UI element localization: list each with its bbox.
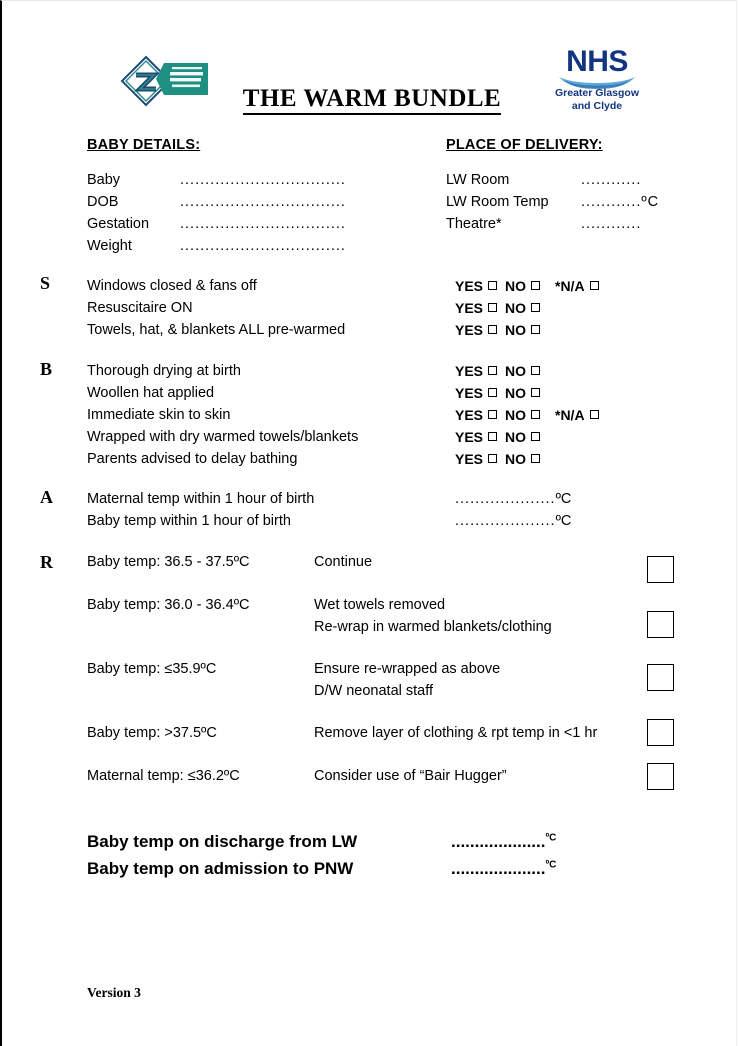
baby-temp-dots: ....................: [455, 513, 556, 529]
nhs-trust-line-2: and Clyde: [571, 99, 623, 112]
baby-temp-unit: ºC: [555, 513, 572, 529]
checklist-row: [87, 275, 647, 297]
nhs-wave-graphic: [545, 75, 649, 87]
no-option[interactable]: [505, 275, 540, 297]
response-condition: Baby temp: >37.5ºC: [87, 725, 217, 741]
no-label: NO: [505, 363, 526, 379]
na-option[interactable]: [555, 404, 599, 426]
yes-option[interactable]: [455, 360, 497, 382]
response-condition: Maternal temp: ≤36.2ºC: [87, 768, 240, 784]
lw-room-temp-field[interactable]: [581, 191, 659, 213]
theatre-field[interactable]: [581, 213, 659, 235]
checklist-row-label: Towels, hat, & blankets ALL pre-warmed: [87, 322, 346, 338]
checklist-row-label: Resuscitaire ON: [87, 300, 193, 316]
section-b-rows: [87, 360, 647, 470]
discharge-label: Baby temp on discharge from LW: [87, 832, 358, 851]
response-action-line2: Re-wrap in warmed blankets/clothing: [314, 619, 552, 635]
yes-option[interactable]: [455, 275, 497, 297]
no-checkbox[interactable]: [531, 281, 540, 290]
yes-checkbox[interactable]: [488, 303, 497, 312]
no-label: NO: [505, 385, 526, 401]
na-checkbox[interactable]: [590, 410, 599, 419]
temp-row: [87, 488, 647, 510]
place-label: LW Room Temp: [446, 194, 549, 210]
baby-temp-field[interactable]: [455, 510, 571, 532]
checklist-row-label: Windows closed & fans off: [87, 278, 257, 294]
response-action-line2: D/W neonatal staff: [314, 683, 434, 699]
admission-temp-unit: ºC: [545, 859, 557, 871]
checklist-row: [87, 426, 647, 448]
yes-checkbox[interactable]: [488, 366, 497, 375]
na-label: *N/A: [555, 407, 585, 423]
no-checkbox[interactable]: [531, 388, 540, 397]
checklist-row: [87, 404, 647, 426]
admission-temp-field[interactable]: [451, 859, 556, 879]
baby-dob-field[interactable]: .................................: [180, 194, 346, 210]
no-label: NO: [505, 451, 526, 467]
lw-room-field[interactable]: [581, 169, 659, 191]
lw-room-temp-dots: ............: [581, 194, 642, 210]
sbar-letter-a: A: [40, 487, 53, 507]
yes-option[interactable]: [455, 404, 497, 426]
no-label: NO: [505, 322, 526, 338]
yes-checkbox[interactable]: [488, 388, 497, 397]
place-of-delivery-values: [581, 169, 659, 235]
place-label: LW Room: [446, 172, 510, 188]
no-checkbox[interactable]: [531, 303, 540, 312]
no-label: NO: [505, 300, 526, 316]
yes-label: YES: [455, 407, 484, 423]
na-checkbox[interactable]: [590, 281, 599, 290]
baby-name-field[interactable]: .................................: [180, 172, 346, 188]
response-action: Wet towels removed: [314, 597, 446, 613]
no-option[interactable]: [505, 319, 540, 341]
yes-option[interactable]: [455, 297, 497, 319]
yes-option[interactable]: [455, 426, 497, 448]
page-right-edge: [736, 0, 740, 1046]
no-option[interactable]: [505, 426, 540, 448]
no-option[interactable]: [505, 404, 540, 426]
baby-details-label: Weight: [87, 238, 132, 254]
baby-details-values: [180, 169, 346, 257]
nhs-logo: [545, 47, 649, 112]
checklist-row: [87, 297, 647, 319]
place-label: Theatre*: [446, 216, 502, 232]
yes-option[interactable]: [455, 382, 497, 404]
section-s-rows: [87, 275, 647, 341]
yes-checkbox[interactable]: [488, 454, 497, 463]
sbar-letter-r: R: [40, 552, 53, 572]
nhs-trust-line-1: Greater Glasgow: [554, 87, 640, 99]
no-checkbox[interactable]: [531, 454, 540, 463]
temp-row: [87, 510, 647, 532]
checklist-row: [87, 360, 647, 382]
place-of-delivery-labels: [446, 169, 549, 235]
yes-label: YES: [455, 451, 484, 467]
temp-row-label: Maternal temp within 1 hour of birth: [87, 491, 315, 507]
response-action: Continue: [314, 554, 373, 570]
yes-checkbox[interactable]: [488, 281, 497, 290]
maternal-temp-unit: ºC: [555, 491, 572, 507]
checklist-row-label: Parents advised to delay bathing: [87, 451, 298, 467]
maternal-temp-dots: ....................: [455, 491, 556, 507]
no-checkbox[interactable]: [531, 410, 540, 419]
baby-details-label: Baby: [87, 172, 121, 188]
baby-weight-field[interactable]: .................................: [180, 238, 346, 254]
admission-label: Baby temp on admission to PNW: [87, 859, 354, 878]
checklist-row: [87, 382, 647, 404]
baby-details-label: Gestation: [87, 216, 150, 232]
response-condition: Baby temp: ≤35.9ºC: [87, 661, 217, 677]
theatre-dots: ............: [581, 216, 642, 232]
yes-label: YES: [455, 278, 484, 294]
section-a-rows: [87, 488, 647, 532]
checklist-row-label: Wrapped with dry warmed towels/blankets: [87, 429, 359, 445]
nhs-wordmark: NHS: [566, 45, 628, 78]
discharge-temp-unit: ºC: [545, 832, 557, 844]
baby-gestation-field[interactable]: .................................: [180, 216, 346, 232]
document-header: [2, 43, 740, 123]
yes-label: YES: [455, 429, 484, 445]
discharge-temp-field[interactable]: [451, 832, 556, 852]
na-option[interactable]: [555, 275, 599, 297]
baby-details-heading: BABY DETAILS:: [87, 137, 201, 153]
lw-room-temp-unit: ºC: [641, 194, 660, 210]
yes-option[interactable]: [455, 319, 497, 341]
checklist-row-label: Immediate skin to skin: [87, 407, 231, 423]
no-checkbox[interactable]: [531, 325, 540, 334]
no-label: NO: [505, 407, 526, 423]
response-condition: Baby temp: 36.0 - 36.4ºC: [87, 597, 250, 613]
lw-room-dots: ............: [581, 172, 642, 188]
baby-details-labels: [87, 169, 149, 257]
discharge-temp-dots: ....................: [451, 832, 546, 851]
no-label: NO: [505, 429, 526, 445]
yes-label: YES: [455, 322, 484, 338]
sbar-letter-s: S: [40, 273, 51, 293]
no-checkbox[interactable]: [531, 366, 540, 375]
response-checkbox[interactable]: [647, 664, 674, 691]
response-checkbox[interactable]: [647, 719, 674, 746]
place-of-delivery-heading: PLACE OF DELIVERY:: [446, 137, 603, 153]
yes-label: YES: [455, 300, 484, 316]
version-label: Version 3: [87, 985, 141, 1000]
no-option[interactable]: [505, 382, 540, 404]
checklist-row: [87, 448, 647, 470]
yes-option[interactable]: [455, 448, 497, 470]
no-checkbox[interactable]: [531, 432, 540, 441]
response-condition: Baby temp: 36.5 - 37.5ºC: [87, 554, 250, 570]
yes-checkbox[interactable]: [488, 325, 497, 334]
admission-temp-dots: ....................: [451, 859, 546, 878]
no-option[interactable]: [505, 297, 540, 319]
checklist-row-label: Woollen hat applied: [87, 385, 215, 401]
yes-label: YES: [455, 363, 484, 379]
response-action: Ensure re-wrapped as above: [314, 661, 501, 677]
checklist-row: [87, 319, 647, 341]
baby-details-label: DOB: [87, 194, 119, 210]
response-action: Consider use of “Bair Hugger”: [314, 768, 507, 784]
yes-checkbox[interactable]: [488, 410, 497, 419]
no-label: NO: [505, 278, 526, 294]
page-title-text: THE WARM BUNDLE: [243, 85, 501, 115]
maternal-temp-field[interactable]: [455, 488, 571, 510]
yes-checkbox[interactable]: [488, 432, 497, 441]
yes-label: YES: [455, 385, 484, 401]
response-checkbox[interactable]: [647, 556, 674, 583]
no-option[interactable]: [505, 448, 540, 470]
no-option[interactable]: [505, 360, 540, 382]
response-action: Remove layer of clothing & rpt temp in <1 hr: [314, 725, 598, 741]
checklist-row-label: Thorough drying at birth: [87, 363, 241, 379]
response-checkbox[interactable]: [647, 611, 674, 638]
sbar-letter-b: B: [40, 359, 53, 379]
response-checkbox[interactable]: [647, 763, 674, 790]
na-label: *N/A: [555, 278, 585, 294]
temp-row-label: Baby temp within 1 hour of birth: [87, 513, 291, 529]
